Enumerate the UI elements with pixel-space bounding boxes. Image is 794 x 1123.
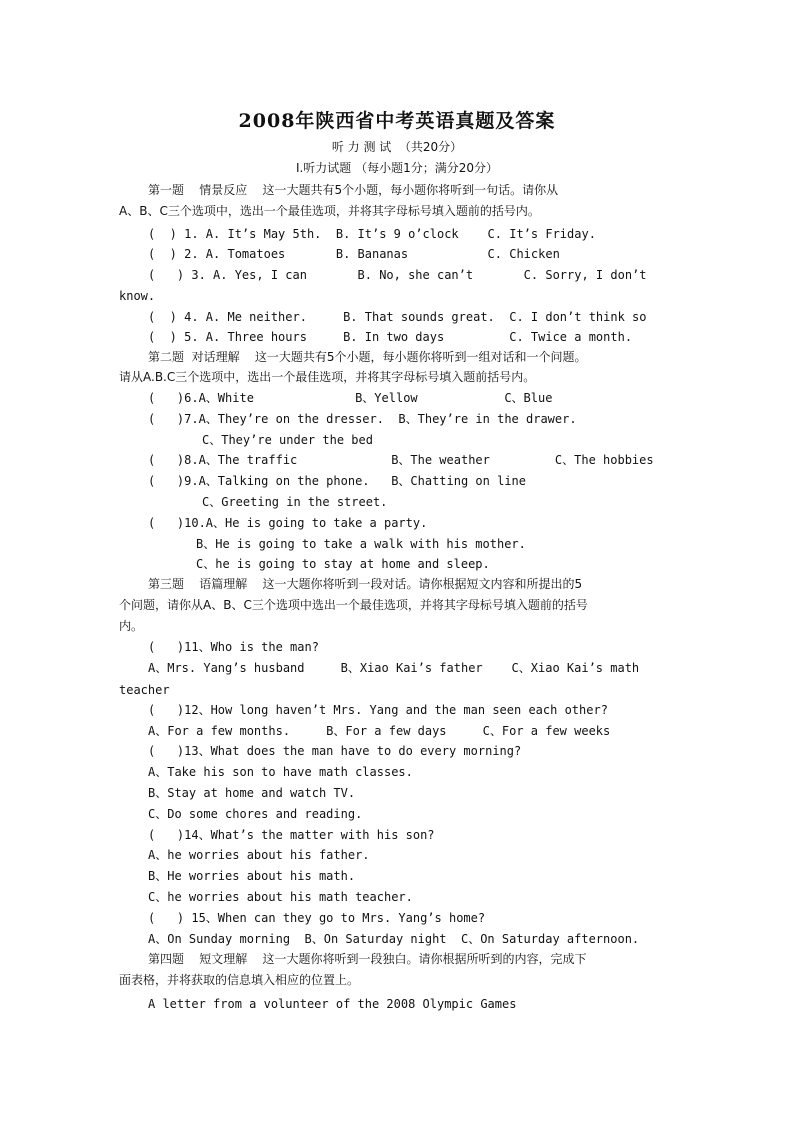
part2-instruction: 第二题 对话理解 这一大题共有5个小题，每小题你将听到一组对话和一个问题。 bbox=[148, 350, 587, 364]
part2-instruction-cont: 请从A.B.C三个选项中，选出一个最佳选项，并将其字母标号填入题前括号内。 bbox=[119, 370, 536, 384]
question-9: ( )9.A、Talking on the phone. B、Chatting on line bbox=[148, 474, 527, 488]
part4-instruction-cont: 面表格，并将获取的信息填入相应的位置上。 bbox=[119, 973, 360, 987]
question-1: ( ) 1. A. It’s May 5th. B. It’s 9 o’clock C. It’s Friday. bbox=[148, 227, 596, 241]
question-5: ( ) 5. A. Three hours B. In two days C. Twice a month. bbox=[148, 330, 633, 344]
question-11: ( )11、Who is the man? bbox=[148, 640, 319, 654]
question-6: ( )6.A、White B、Yellow C、Blue bbox=[148, 391, 553, 405]
question-10-option-c: C、he is going to stay at home and sleep. bbox=[196, 557, 490, 571]
part3-instruction-cont2: 内。 bbox=[119, 619, 144, 633]
part4-instruction: 第四题 短文理解 这一大题你将听到一段独白。请你根据所听到的内容，完成下 bbox=[148, 952, 587, 966]
part1-instruction-cont: A、B、C三个选项中，选出一个最佳选项，并将其字母标号填入题前的括号内。 bbox=[119, 204, 540, 218]
page-title: 2008年陕西省中考英语真题及答案 bbox=[238, 110, 556, 132]
question-10-option-b: B、He is going to take a walk with his mother. bbox=[196, 537, 526, 551]
question-13-option-a: A、Take his son to have math classes. bbox=[148, 765, 413, 779]
question-12: ( )12、How long haven’t Mrs. Yang and the man seen each other? bbox=[148, 703, 608, 717]
question-9-option-c: C、Greeting in the street. bbox=[202, 495, 388, 509]
section-heading: 听 力 测 试 （共20分） bbox=[331, 140, 463, 154]
question-14-option-b: B、He worries about his math. bbox=[148, 869, 356, 883]
part3-instruction-cont: 个问题，请你从A、B、C三个选项中选出一个最佳选项，并将其字母标号填入题前的括号 bbox=[119, 598, 588, 612]
question-3: ( ) 3. A. Yes, I can B. No, she can’t C. Sorry, I don’t bbox=[148, 268, 647, 282]
part1-instruction: 第一题 情景反应 这一大题共有5个小题，每小题你将听到一句话。请你从 bbox=[148, 183, 559, 197]
question-15: ( ) 15、When can they go to Mrs. Yang’s home? bbox=[148, 911, 486, 925]
question-2: ( ) 2. A. Tomatoes B. Bananas C. Chicken bbox=[148, 247, 560, 261]
question-12-options: A、For a few months. B、For a few days C、For a few weeks bbox=[148, 724, 611, 738]
question-3-cont: know. bbox=[119, 289, 156, 303]
part-heading: I.听力试题 （每小题1分；满分20分） bbox=[295, 161, 499, 175]
question-4: ( ) 4. A. Me neither. B. That sounds great. C. I don’t think so bbox=[148, 310, 647, 324]
question-15-options: A、On Sunday morning B、On Saturday night C、On Saturday afternoon. bbox=[148, 932, 640, 946]
question-14-option-a: A、he worries about his father. bbox=[148, 848, 370, 862]
question-14-option-c: C、he worries about his math teacher. bbox=[148, 890, 413, 904]
question-10: ( )10.A、He is going to take a party. bbox=[148, 516, 428, 530]
part3-instruction: 第三题 语篇理解 这一大题你将听到一段对话。请你根据短文内容和所提出的5 bbox=[148, 577, 583, 591]
question-13-option-c: C、Do some chores and reading. bbox=[148, 807, 363, 821]
letter-heading: A letter from a volunteer of the 2008 Olympic Games bbox=[148, 997, 517, 1011]
question-11-options-cont: teacher bbox=[119, 683, 170, 697]
question-13: ( )13、What does the man have to do every morning? bbox=[148, 744, 522, 758]
question-13-option-b: B、Stay at home and watch TV. bbox=[148, 786, 356, 800]
question-14: ( )14、What’s the matter with his son? bbox=[148, 828, 435, 842]
question-8: ( )8.A、The traffic B、The weather C、The hobbies bbox=[148, 453, 654, 467]
question-7: ( )7.A、They’re on the dresser. B、They’re in the drawer. bbox=[148, 412, 577, 426]
question-11-options: A、Mrs. Yang’s husband B、Xiao Kai’s father C、Xiao Kai’s math bbox=[148, 661, 640, 675]
question-7-option-c: C、They’re under the bed bbox=[202, 433, 373, 447]
